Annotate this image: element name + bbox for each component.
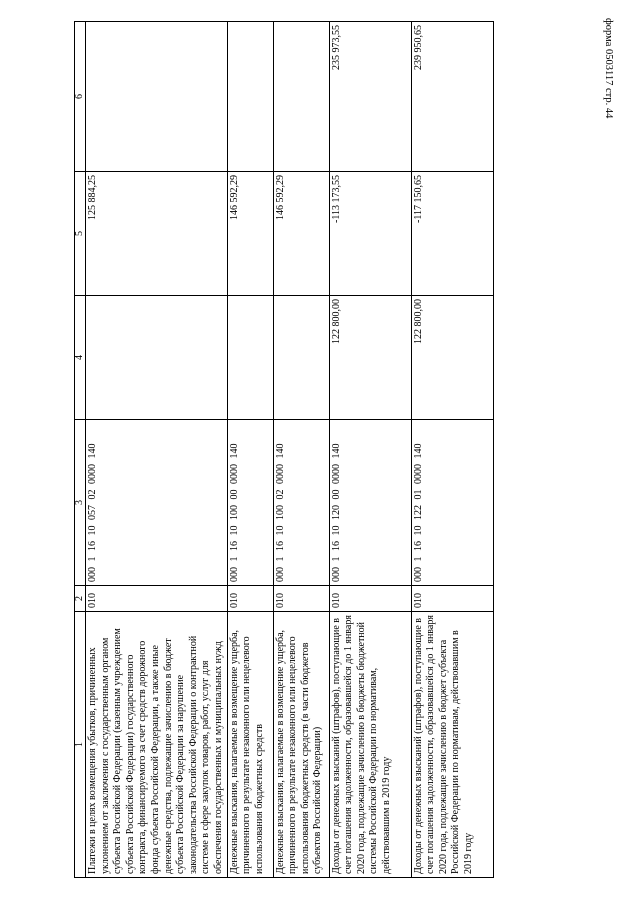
row-name: Доходы от денежных взысканий (штрафов), поступающие в счет погашения задолженности, образовавшейся до 1 января 2020 года, подлежащие зачислению в бюджеты бюджетной системы Российской Федерации по нормативам, действовавшим в 2019 году [329,612,411,878]
report-table [74,21,494,878]
row-col5-value: -113 173,55 [329,172,411,296]
row-budget-code: 000 1 16 10 122 01 0000 140 [411,420,493,586]
table-row [227,22,273,878]
row-col5-value: 146 592,29 [273,172,329,296]
row-col6-value [227,22,273,172]
row-col6-value [273,22,329,172]
row-col4-value: 122 800,00 [411,296,493,420]
row-col5-value: -117 150,65 [411,172,493,296]
table-row [273,22,329,878]
row-line-code: 010 [329,586,411,612]
row-col5-value: 125 884,25 [86,172,228,296]
table-row [86,22,228,878]
table-row [411,22,493,878]
row-budget-code: 000 1 16 10 120 00 0000 140 [329,420,411,586]
row-name: Денежные взыскания, налагаемые в возмещение ущерба, причиненного в результате незаконного или нецелевого использования бюджетных средств (в части бюджетов субъектов Российской Федерации) [273,612,329,878]
row-col4-value [86,296,228,420]
row-line-code: 010 [273,586,329,612]
row-col6-value: 239 950,65 [411,22,493,172]
row-col6-value [86,22,228,172]
row-line-code: 010 [86,586,228,612]
row-name: Денежные взыскания, налагаемые в возмещение ущерба, причиненного в результате незаконного или нецелевого использования бюджетных средств [227,612,273,878]
row-line-code: 010 [227,586,273,612]
column-header: 4 [75,296,86,420]
row-col5-value: 146 592,29 [227,172,273,296]
column-header: 1 [75,612,86,878]
row-budget-code: 000 1 16 10 057 02 0000 140 [86,420,228,586]
row-name: Доходы от денежных взысканий (штрафов), поступающие в счет погашения задолженности, образовавшейся до 1 января 2020 года, подлежащие зачислению в бюджет субъекта Российской Федерации по нормативам, действовавшим в 2019 году [411,612,493,878]
column-header: 3 [75,420,86,586]
column-header: 2 [75,586,86,612]
report-table-container [74,22,548,878]
row-col4-value [273,296,329,420]
column-header: 6 [75,22,86,172]
table-row [329,22,411,878]
column-header: 5 [75,172,86,296]
row-col6-value: 235 973,55 [329,22,411,172]
row-col4-value [227,296,273,420]
form-page-label: форма 0503117 стр. 44 [603,18,614,119]
row-budget-code: 000 1 16 10 100 02 0000 140 [273,420,329,586]
row-col4-value: 122 800,00 [329,296,411,420]
row-budget-code: 000 1 16 10 100 00 0000 140 [227,420,273,586]
row-name: Платежи в целях возмещения убытков, причиненных уклонением от заключения с государственным органом субъекта Российской Федерации (казенным учреждением субъекта Российской Федерации) государственного контракта, финансируемого за счет средств дорожного фонда субъекта Российской Федерации, а также иные денежные средства, подлежащие зачислению в бюджет субъекта Российской Федерации за нарушение законодательства Российской Федерации о контрактной системе в сфере закупок товаров, работ, услуг для обеспечения государственных и муниципальных нужд [86,612,228,878]
column-number-row [75,22,86,878]
row-line-code: 010 [411,586,493,612]
